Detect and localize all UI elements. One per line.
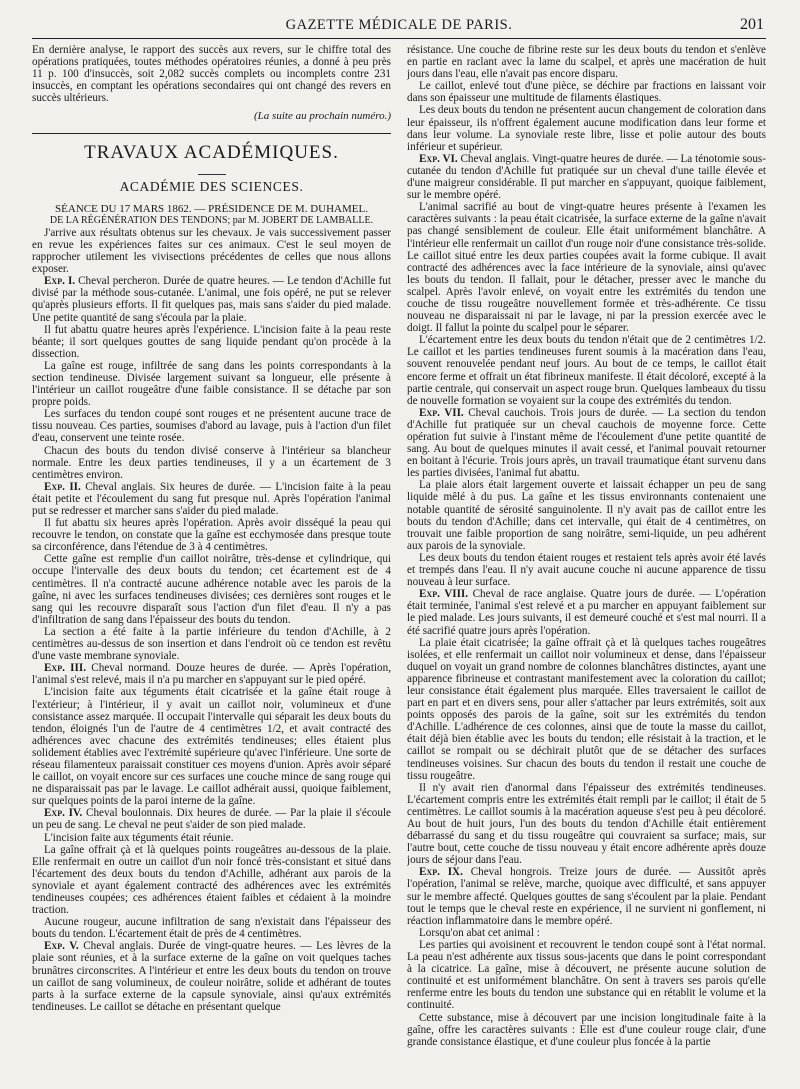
paragraph-text: Cheval hongrois. Treize jours de durée. — Aussitôt après l'opération, l'animal se relève, marche, quoique avec difficulté, et sans appuyer sur le membre affecté. Quelques gouttes de sang s'écoulent par la plaie. Pendant tout le temps que le cheval reste en expérience, il ne survient ni gonflement, ni réaction inflammatoire dans le membre opéré. xyxy=(407,866,766,927)
body-paragraph xyxy=(32,940,391,1013)
body-paragraph xyxy=(32,626,391,662)
experiment-label: Exp. VI. xyxy=(419,152,458,165)
left-column xyxy=(32,44,391,1083)
paragraph-text: Cheval normand. Douze heures de durée. — Après l'opération, l'animal s'est relevé, mais il n'a pu marcher en s'appuyant sur le pied opéré. xyxy=(32,662,391,687)
right-column xyxy=(407,44,766,1083)
experiment-label: Exp. III. xyxy=(44,662,86,675)
experiment-label: Exp. IV. xyxy=(44,807,83,820)
section-divider xyxy=(32,133,391,134)
body-paragraph xyxy=(32,275,391,323)
paragraph-text: L'écartement entre les deux bouts du tendon n'était que de 2 centimètres 1/2. Le caillot et les parties tendineuses furent soumis à la macération dans l'eau, souvent renouvelée pendant neuf jours. Au bout de ce temps, le caillot était encore ferme et offrait un état fibrineux manifeste. Il était décoloré, excepté à la partie centrale, qui conservait un aspect rouge brun. Quelques lambeaux du tissu de nouvelle formation se voyaient sur la coupe des extrémités du tendon. xyxy=(407,334,766,407)
article-title: DE LA RÉGÉNÉRATION DES TENDONS; par M. JOBERT DE LAMBALLE. xyxy=(49,214,374,226)
experiment-label: Exp. IX. xyxy=(419,866,463,879)
body-paragraph xyxy=(32,360,391,408)
paragraph-text: J'arrive aux résultats obtenus sur les chevaux. Je vais successivement passer en revue les expériences faites sur ces animaux. C'est le seul moyen de rapprocher utilement les vivisections précédentes de celles que nous allons exposer. xyxy=(32,226,391,276)
paragraph-text: Il n'y avait rien d'anormal dans l'épaisseur des extrémités tendineuses. L'écartement compris entre les extrémités était rempli par le caillot; il était de 5 centimètres. Le caillot soumis à la macération aqueuse s'est peu à peu décoloré. Au bout de huit jours, l'un des bouts du tendon d'Achille était entièrement débarrassé du sang et du tissu rougeâtre qui couvraient sa surface; mais, sur l'autre bout, cette couche de tissu nouveau y était encore adhérente après douze jours de séjour dans l'eau. xyxy=(407,781,766,867)
body-paragraph xyxy=(32,227,391,275)
experiment-label: Exp. V. xyxy=(44,940,79,953)
body-paragraph xyxy=(407,927,766,939)
body-paragraph xyxy=(32,408,391,444)
paragraph-text: Cheval cauchois. Trois jours de durée. — La section du tendon d'Achille fut pratiquée sur un cheval cauchois de moyenne force. Cette opération fut suivie à l'instant même de l'écoulement d'une petite quantité de sang. Au bout de quelques minutes il avait cessé, et l'animal pouvait retourner en boitant à l'écurie. Trois jours après, un travail traumatique étant survenu dans les parties divisées, l'animal fut abattu. xyxy=(407,406,766,480)
body-paragraph xyxy=(407,407,766,480)
paragraph-text: La plaie alors était largement ouverte et laissait échapper un peu de sang liquide mêlé à du pus. La gaîne et les tissus environnants contenaient une notable quantité de sérosité sanguinolente. Il n'y avait pas de caillot entre les bouts du tendon d'Achille; dans cet intervalle, qui était de 4 centimètres, on trouvait une faible proportion de sang noirâtre, semi-liquide, un peu adhérent aux parois de la synoviale. xyxy=(407,479,766,552)
body-paragraph xyxy=(407,1012,766,1048)
paragraph-text: Cette substance, mise à découvert par une incision longitudinale faite à la gaîne, offre les caractères suivants : Elle est d'une couleur rouge clair, d'une grande consistance élastique, et d'une couleur plus foncée à la partie xyxy=(407,1011,766,1048)
body-paragraph xyxy=(32,662,391,686)
paragraph-text: Aucune rougeur, aucune infiltration de sang n'existait dans l'épaisseur des bouts du tendon. L'écartement était de près de 4 centimètres. xyxy=(32,916,391,941)
paragraph-text: Cheval percheron. Durée de quatre heures. — Le tendon d'Achille fut divisé par la méthode sous-cutanée. L'animal, une fois opéré, ne put se relever qu'après plusieurs efforts. Il fit quelques pas, mais sans s'aider du pied malade. Une petite quantité de sang s'écoula par la plaie. xyxy=(32,275,391,324)
body-paragraph xyxy=(32,481,391,517)
body-paragraph xyxy=(407,44,766,80)
title-separator xyxy=(198,174,226,175)
paragraph-text: L'incision faite aux téguments était cicatrisée et la gaîne était rouge à l'extérieur; à l'intérieur, il y avait un caillot noir, volumineux et d'une consistance assez marquée. Il occupait l'intervalle qui séparait les deux bouts du tendon, éloignés l'un de l'autre de 4 centimètres 1/2, et avait contracté des adhérences avec chacune des extrémités tendineuses; elles étaient plus solidement établies avec l'extrémité supérieure qu'avec l'inférieure. Une sorte de réseau filamenteux paraissait constituer ces moyens d'union. Après avoir séparé le caillot, on voyait encore sur ces surfaces une couche mince de sang rouge qui ne disparaissait pas par le lavage. Le caillot adhérait aussi, quoique faiblement, sur quelques points de la paroi interne de la gaîne. xyxy=(32,686,391,808)
body-paragraph xyxy=(407,782,766,867)
paragraph-text: L'animal sacrifié au bout de vingt-quatre heures présente à l'examen les caractères suivants : la peau était cicatrisée, la surface externe de la gaîne n'avait pas changé sensiblement de couleur. Elle était uniformément blanchâtre. A l'intérieur elle renfermait un caillot d'un rouge noir d'une consistance très-solide. Le caillot situé entre les deux parties coupées avait la forme cubique. Il avait contracté des adhérences avec la face intérieure de la synoviale, ainsi qu'avec les bouts du tendon. Il fallait, pour le détacher, presser avec le manche du scalpel. Après l'avoir enlevé, on voyait entre les extrémités du tendon une couche de tissu rougeâtre nouvellement formée et très-adhérente. Ce tissu nouveau ne disparaissait ni par le lavage, ni par la pression exercée avec le doigt. Il fallut la pointe du scalpel pour le séparer. xyxy=(407,201,766,335)
two-column-body xyxy=(32,44,766,1083)
paragraph-text: Chacun des bouts du tendon divisé conserve à l'intérieur sa blancheur normale. Entre les deux parties tendineuses, il y a un écartement de 3 centimètres environ. xyxy=(32,444,391,481)
paragraph-text: Lorsqu'on abat cet animal : xyxy=(419,926,540,939)
paragraph-text: résistance. Une couche de fibrine reste sur les deux bouts du tendon et s'enlève en partie en raclant avec la lame du scalpel, et après une macération de huit jours dans l'eau, elle n'avait pas encore disparu. xyxy=(407,44,766,81)
body-paragraph xyxy=(407,866,766,926)
body-paragraph xyxy=(407,588,766,636)
experiment-label: Exp. VII. xyxy=(419,406,464,419)
body-paragraph xyxy=(32,553,391,626)
paragraph-text: L'incision faite aux téguments était réunie. xyxy=(44,831,234,844)
paragraph-text: Les deux bouts du tendon étaient rouges et restaient tels après avoir été lavés et trempés dans l'eau. Il n'y avait aucune couche ni aucune apparence de tissu nouveau à leur surface. xyxy=(407,551,766,589)
paragraph-text: La gaîne est rouge, infiltrée de sang dans les points correspondants à la section tendineuse. Divisée largement suivant sa longueur, elle présente à l'intérieur un caillot rougeâtre d'une faible consistance. Il se détache par son propre poids. xyxy=(32,359,391,409)
body-paragraph xyxy=(32,324,391,360)
paragraph-text: La plaie était cicatrisée; la gaîne offrait çà et là quelques taches rougeâtres isolées, et elle renfermait un caillot noir volumineux et dense, dans l'épaisseur duquel on voyait un grand nombre de colonnes blanchâtres distinctes, ayant une apparence fibrineuse et contrastant manifestement avec la coloration du caillot; leur consistance était également plus marquée. Elles traversaient le caillot de part en part et en divers sens, pour aller s'attacher par leurs extrémités, soit aux points opposés des parois de la gaîne, soit sur les extrémités du tendon d'Achille. L'adhérence de ces colonnes, ainsi que de toute la masse du caillot, était déjà bien établie avec les bouts du tendon; elle résistait à la traction, et le caillot se rompait ou se déchirait plutôt que de se détacher des surfaces tendineuses voisines. Sur chacun des bouts du tendon il restait une couche de tissu rougeâtre. xyxy=(407,636,766,782)
journal-title: GAZETTE MÉDICALE DE PARIS. xyxy=(285,17,513,33)
body-paragraph xyxy=(32,807,391,831)
continued-note: (La suite au prochain numéro.) xyxy=(254,110,391,123)
page-number: 201 xyxy=(740,16,764,33)
body-paragraph xyxy=(407,637,766,782)
session-line: SÉANCE DU 17 MARS 1862. — PRÉSIDENCE DE M. DUHAMEL. xyxy=(55,202,368,215)
body-paragraph xyxy=(407,80,766,104)
body-paragraph xyxy=(32,445,391,481)
paragraph-text: Le caillot, enlevé tout d'une pièce, se déchire par fractions en laissant voir dans son épaisseur une multitude de filaments élastiques. xyxy=(407,80,766,105)
paragraph-text: Cheval de race anglaise. Quatre jours de durée. — L'opération était terminée, l'animal s'est relevé et a pu marcher en appuyant faiblement sur le pied malade. Les jours suivants, il est demeuré couché et s'est mal nourri. Il a été sacrifié quatre jours après l'opération. xyxy=(407,588,766,637)
body-paragraph xyxy=(32,916,391,940)
body-paragraph xyxy=(32,844,391,917)
left-paragraphs xyxy=(32,227,391,1013)
right-paragraphs xyxy=(407,44,766,1048)
paragraph-text: Les parties qui avoisinent et recouvrent le tendon coupé sont à l'état normal. La peau n'est adhérente aux tissus sous-jacents que dans le point correspondant à la cicatrice. La gaîne, mise à découvert, ne présente aucune solution de continuité et est uniformément blanchâtre. On sent à travers ses parois qu'elle renferme entre les bouts du tendon une substance qui en rétablit le volume et la continuité. xyxy=(407,938,766,1012)
intro-paragraph: En dernière analyse, le rapport des succès aux revers, sur le chiffre total des opérations pratiquées, toutes méthodes opératoires réunies, a donné à peu près 11 p. 100 d'insuccès, soit 2,082 succès complets ou incomplets contre 231 insuccès, en comptant les opérations secondaires qui ont changé des revers en succès ultérieurs. xyxy=(32,44,391,105)
body-paragraph xyxy=(407,939,766,1012)
body-paragraph xyxy=(407,104,766,152)
paragraph-text: Il fut abattu quatre heures après l'expérience. L'incision faite à la peau reste béante; il sort quelques gouttes de sang liquide pendant qu'on procède à la dissection. xyxy=(32,323,391,360)
body-paragraph xyxy=(32,832,391,844)
body-paragraph xyxy=(407,153,766,201)
paragraph-text: La section a été faite à la partie inférieure du tendon d'Achille, à 2 centimètres au-dessus de son insertion et dans l'endroit où ce tendon est revêtu d'une vaste membrane synoviale. xyxy=(32,625,391,663)
paragraph-text: Cheval anglais. Six heures de durée. — L'incision faite à la peau était petite et l'écoulement du sang fut presque nul. Après l'opération l'animal put se redresser et marcher sans s'aider du pied malade. xyxy=(32,480,391,517)
body-paragraph xyxy=(32,517,391,553)
body-paragraph xyxy=(32,686,391,807)
paragraph-text: Cheval boulonnais. Dix heures de durée. — Par la plaie il s'écoule un peu de sang. Le cheval ne peut s'aider de son pied malade. xyxy=(32,807,391,832)
paragraph-text: Il fut abattu six heures après l'opération. Après avoir disséqué la peau qui recouvre le tendon, on constate que la gaîne est ecchymosée dans presque toute sa circonférence, dans l'étendue de 3 à 4 centimètres. xyxy=(32,517,391,554)
paragraph-text: Cheval anglais. Durée de vingt-quatre heures. — Les lèvres de la plaie sont réunies, et à la surface externe de la gaîne on voit quelques taches brunâtres circonscrites. A l'intérieur et entre les deux bouts du tendon on trouve un caillot de sang volumineux, de couleur noirâtre, solide et adhérant de toutes parts à la surface externe de la capsule synoviale, ainsi qu'aux extrémités tendineuses. Le caillot se détache en présentant quelque xyxy=(32,940,391,1013)
academy-heading: ACADÉMIE DES SCIENCES. xyxy=(119,178,304,194)
paragraph-text: Les deux bouts du tendon ne présentent aucun changement de coloration dans leur épaisseur, ils n'offrent également aucune modification dans leur forme et dans leur volume. La synoviale reste libre, lisse et polie autour des bouts inférieur et supérieur. xyxy=(407,104,766,153)
paragraph-text: La gaîne offrait çà et là quelques points rougeâtres au-dessous de la plaie. Elle renfermait en outre un caillot d'un noir foncé très-consistant et situé dans l'écartement des deux bouts du tendon d'Achille, adhérant aux parois de la synoviale et ayant également contracté des adhérences avec les extrémités tendineuses coupées; ces adhérences étaient faibles et cédaient à la moindre traction. xyxy=(32,843,391,917)
experiment-label: Exp. VIII. xyxy=(419,588,469,601)
body-paragraph xyxy=(407,552,766,588)
running-header xyxy=(32,16,766,39)
paragraph-text: Cette gaîne est remplie d'un caillot noirâtre, très-dense et cylindrique, qui occupe l'intervalle des deux bouts du tendon; cet écartement est de 4 centimètres. Il n'a contracté aucune adhérence notable avec les parois de la gaîne, ni avec les surfaces tendineuses divisées; ces dernières sont rouges et le sang qui les recouvre disparaît sous l'action d'un filet d'eau. Il n'y a pas d'infiltration de sang dans l'épaisseur des bouts du tendon. xyxy=(32,553,391,626)
experiment-label: Exp. II. xyxy=(44,480,81,493)
body-paragraph xyxy=(407,334,766,407)
section-title: TRAVAUX ACADÉMIQUES. xyxy=(84,141,339,163)
paragraph-text: Cheval anglais. Vingt-quatre heures de durée. — La ténotomie sous-cutanée du tendon d'Achille fut pratiquée sur un cheval d'une taille élevée et d'une maigreur considérable. Il put marcher en s'appuyant, quoique faiblement, sur le membre opéré. xyxy=(407,152,766,202)
body-paragraph xyxy=(407,479,766,552)
body-paragraph xyxy=(407,201,766,334)
paragraph-text: Les surfaces du tendon coupé sont rouges et ne présentent aucune trace de tissu nouveau. Ces parties, soumises d'abord au lavage, puis à l'action d'un filet d'eau, conservent une teinte rosée. xyxy=(32,408,391,445)
experiment-label: Exp. I. xyxy=(44,275,76,288)
